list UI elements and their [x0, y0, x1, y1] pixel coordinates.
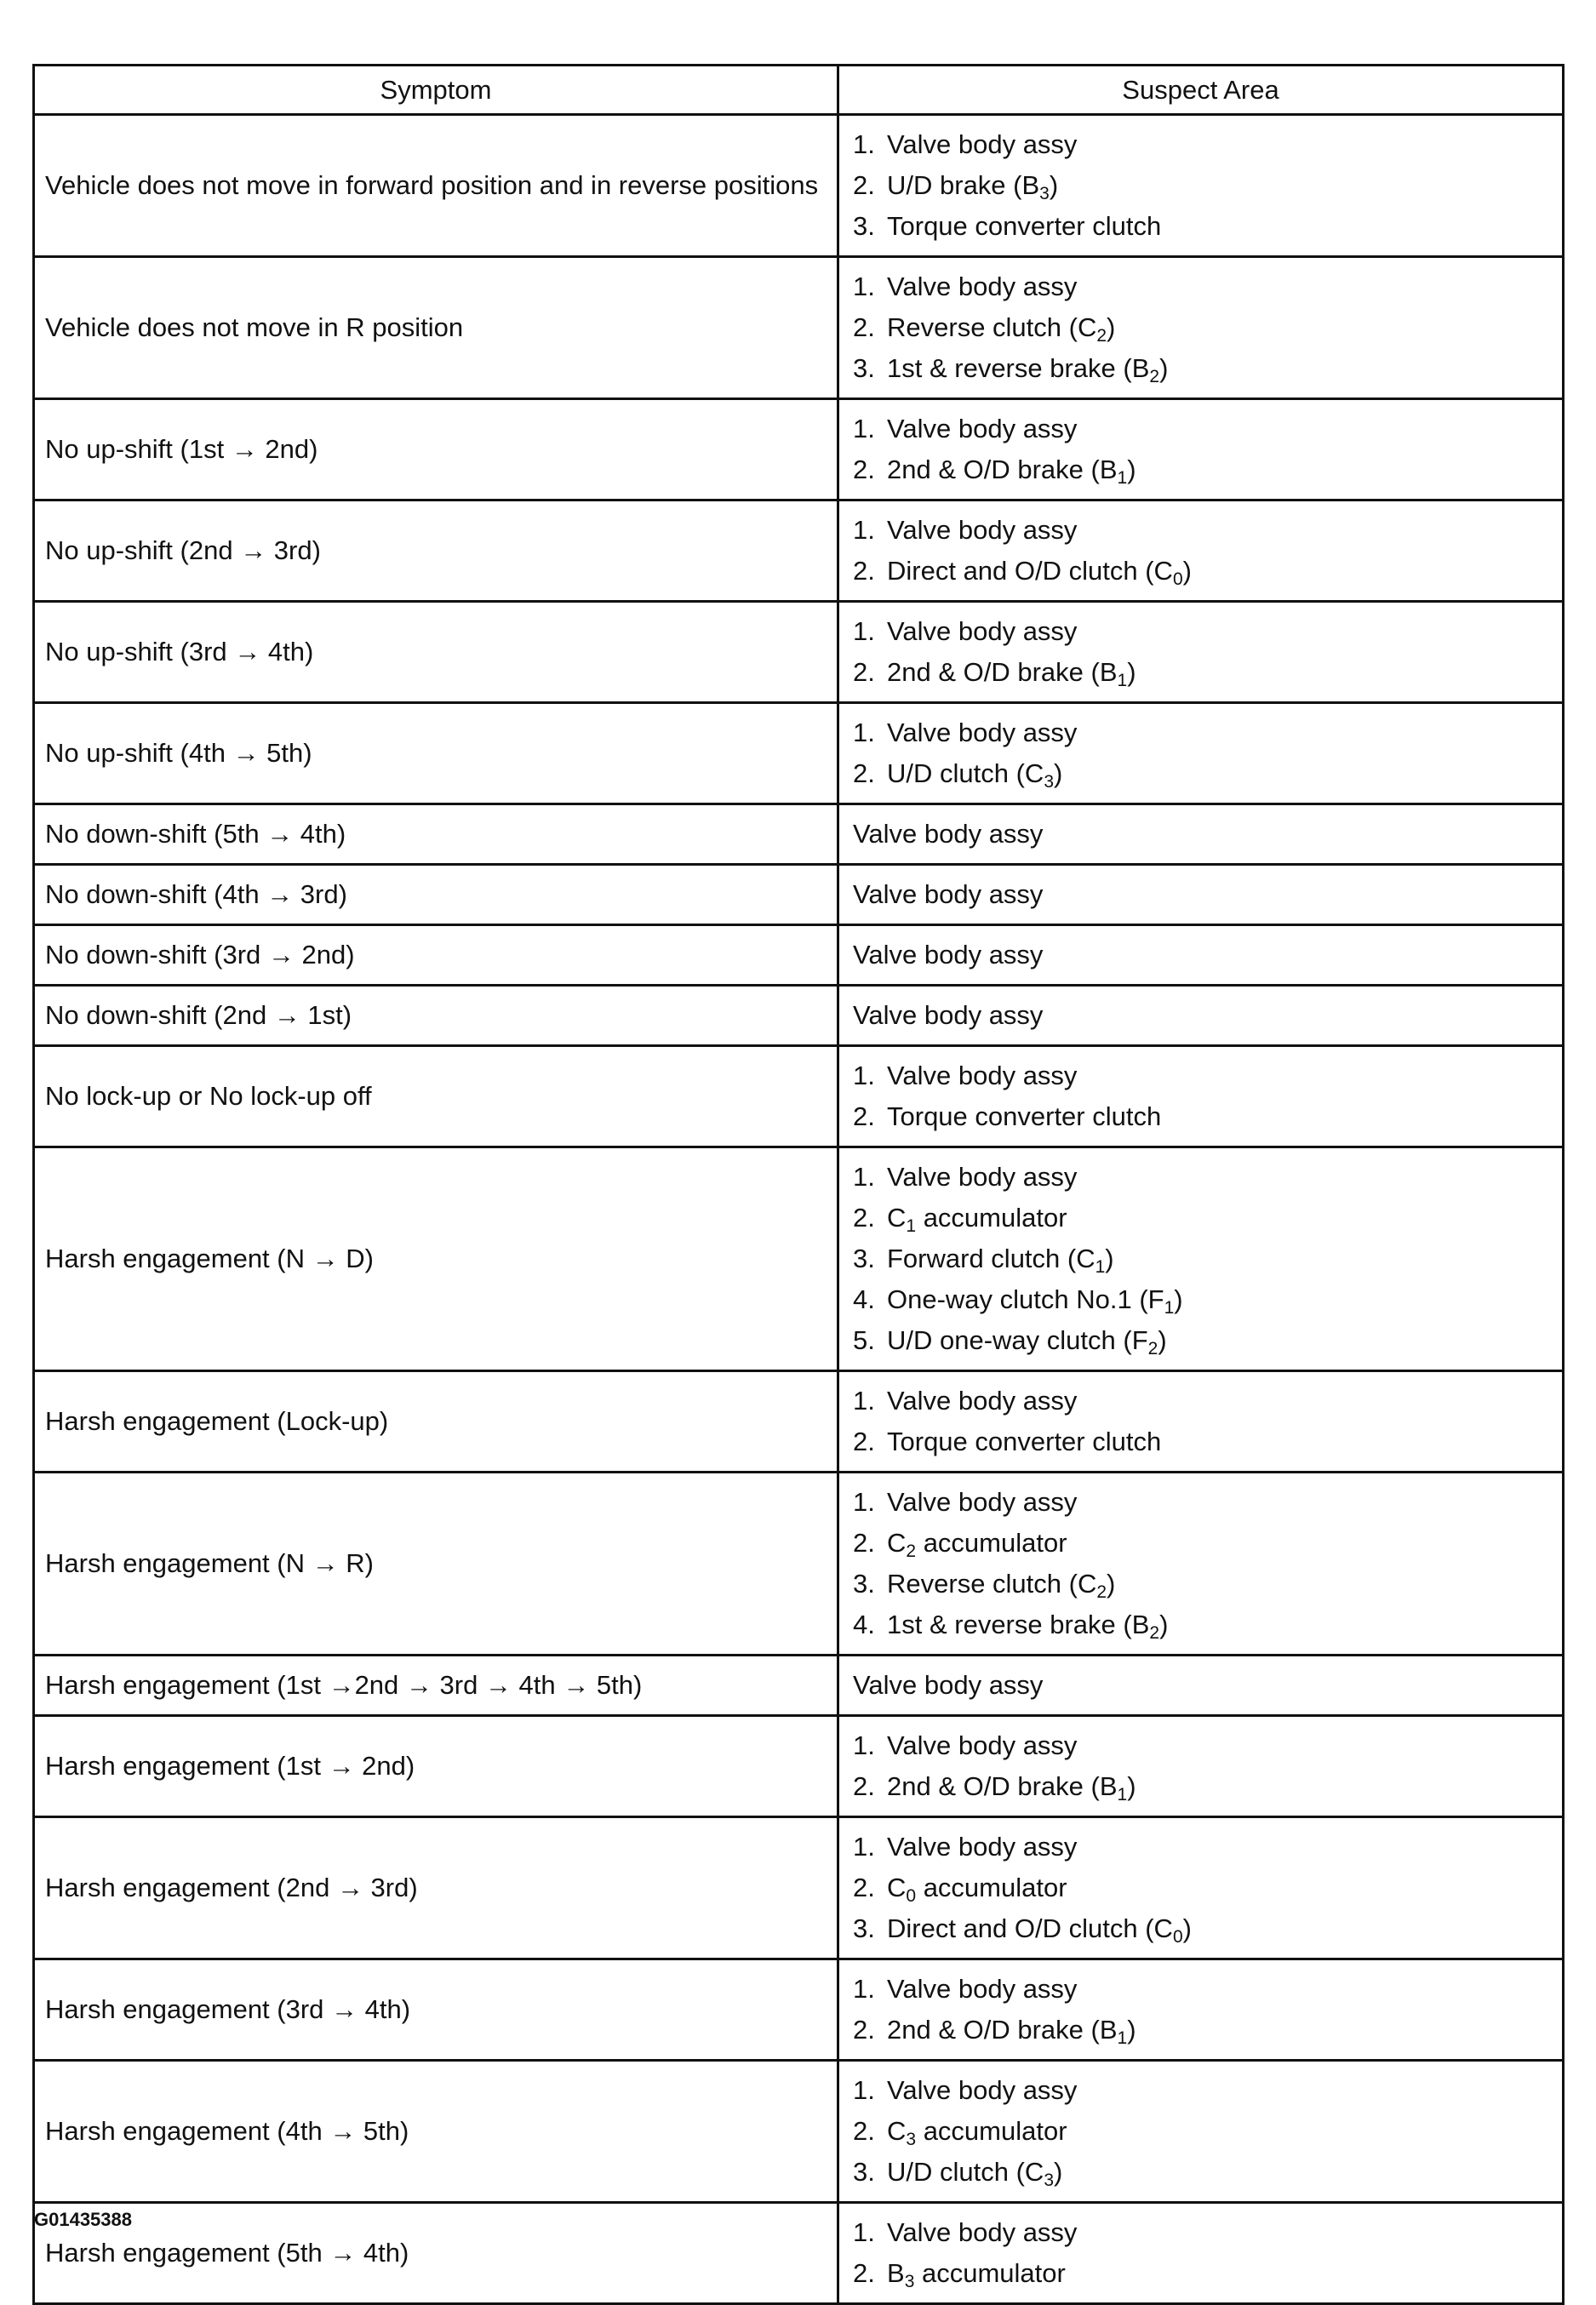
- symptom-cell: No up-shift (4th → 5th): [34, 703, 838, 804]
- list-item-suffix: ): [1054, 2157, 1063, 2187]
- list-item-text: Valve body assy: [887, 1386, 1078, 1416]
- suspect-area-list-item: [853, 2010, 1552, 2050]
- list-item-number: 2.: [853, 657, 875, 687]
- list-item-number: 1.: [853, 1730, 875, 1760]
- table-row: [34, 1046, 1564, 1147]
- list-item-suffix: ): [1182, 556, 1192, 586]
- suspect-area-list-item: [853, 1766, 1552, 1807]
- suspect-area-list-item: [853, 1421, 1552, 1462]
- table-header-row: [34, 66, 1564, 115]
- symptom-cell: Harsh engagement (N → R): [34, 1473, 838, 1656]
- suspect-area-list-item: [853, 1279, 1552, 1320]
- list-item-number: 2.: [853, 170, 875, 200]
- table-row: [34, 399, 1564, 500]
- suspect-area-cell: [838, 1959, 1564, 2061]
- table-row: [34, 986, 1564, 1046]
- list-item-suffix: ): [1127, 657, 1136, 687]
- suspect-area-list-item: [853, 611, 1552, 652]
- suspect-area-list-item: [853, 753, 1552, 794]
- suspect-area-list-item: [853, 307, 1552, 348]
- list-item-text: 2nd & O/D brake (B: [887, 2015, 1118, 2045]
- list-item-suffix: accumulator: [916, 1203, 1067, 1233]
- suspect-area-cell: [838, 1046, 1564, 1147]
- list-item-text: Valve body assy: [887, 515, 1078, 545]
- list-item-text: C: [887, 2116, 907, 2146]
- table-row: [34, 115, 1564, 257]
- list-item-suffix: ): [1182, 1913, 1192, 1943]
- list-item-subscript: 1: [906, 1216, 917, 1236]
- suspect-area-cell: [838, 2203, 1564, 2304]
- list-item-number: 1.: [853, 414, 875, 443]
- list-item-number: 2.: [853, 1873, 875, 1902]
- list-item-text: B: [887, 2258, 905, 2288]
- list-item-number: 3.: [853, 1244, 875, 1273]
- list-item-number: 4.: [853, 1610, 875, 1639]
- symptom-cell: Harsh engagement (1st → 2nd): [34, 1716, 838, 1817]
- list-item-text: Reverse clutch (C: [887, 1569, 1097, 1599]
- suspect-area-cell: [838, 500, 1564, 602]
- suspect-area-cell: [838, 1147, 1564, 1371]
- list-item-number: 2.: [853, 1101, 875, 1131]
- list-item-text: Forward clutch (C: [887, 1244, 1095, 1273]
- table-row: [34, 1371, 1564, 1473]
- table-row: [34, 2061, 1564, 2203]
- symptom-column-header: Symptom: [34, 66, 838, 115]
- symptom-cell: Harsh engagement (2nd → 3rd): [34, 1817, 838, 1959]
- list-item-number: 2.: [853, 312, 875, 342]
- list-item-text: 2nd & O/D brake (B: [887, 1771, 1118, 1801]
- suspect-area-list-item: [853, 348, 1552, 389]
- suspect-area-list-item: [853, 206, 1552, 247]
- table-row: [34, 925, 1564, 986]
- list-item-subscript: 1: [1117, 671, 1128, 690]
- suspect-area-text: Valve body assy: [853, 1670, 1044, 1700]
- list-item-number: 2.: [853, 1203, 875, 1233]
- symptom-cell: Vehicle does not move in forward position and in reverse positions: [34, 115, 838, 257]
- suspect-area-cell: [838, 2061, 1564, 2203]
- list-item-subscript: 1: [1117, 1785, 1128, 1805]
- suspect-area-cell: [838, 1656, 1564, 1716]
- table-row: [34, 703, 1564, 804]
- list-item-text: Valve body assy: [887, 272, 1078, 301]
- suspect-area-text: Valve body assy: [853, 879, 1044, 909]
- suspect-area-cell: [838, 257, 1564, 399]
- suspect-area-list-item: [853, 124, 1552, 165]
- suspect-area-cell: [838, 1473, 1564, 1656]
- list-item-text: Valve body assy: [887, 414, 1078, 443]
- list-item-number: 1.: [853, 2075, 875, 2105]
- list-item-text: 2nd & O/D brake (B: [887, 455, 1118, 484]
- list-item-number: 1.: [853, 129, 875, 159]
- suspect-area-list-item: [853, 2253, 1552, 2294]
- suspect-area-cell: [838, 804, 1564, 865]
- symptom-cell: Harsh engagement (4th → 5th): [34, 2061, 838, 2203]
- list-item-number: 1.: [853, 1386, 875, 1416]
- list-item-text: U/D brake (B: [887, 170, 1040, 200]
- suspect-area-list-item: [853, 1238, 1552, 1279]
- list-item-subscript: 2: [1096, 1582, 1107, 1602]
- table-row: [34, 865, 1564, 925]
- list-item-suffix: ): [1159, 353, 1169, 383]
- list-item-text: 1st & reverse brake (B: [887, 353, 1150, 383]
- suspect-area-list-item: [853, 165, 1552, 206]
- list-item-subscript: 2: [1149, 367, 1160, 386]
- symptom-cell: No down-shift (2nd → 1st): [34, 986, 838, 1046]
- list-item-number: 2.: [853, 2116, 875, 2146]
- symptom-cell: No down-shift (5th → 4th): [34, 804, 838, 865]
- symptom-cell: Vehicle does not move in R position: [34, 257, 838, 399]
- list-item-number: 1.: [853, 1974, 875, 2004]
- list-item-number: 3.: [853, 211, 875, 241]
- list-item-text: Torque converter clutch: [887, 211, 1162, 241]
- list-item-text: Direct and O/D clutch (C: [887, 556, 1173, 586]
- table-row: [34, 2203, 1564, 2304]
- suspect-area-cell: [838, 1817, 1564, 1959]
- suspect-area-text: Valve body assy: [853, 940, 1044, 969]
- suspect-area-list-item: [853, 1867, 1552, 1908]
- suspect-area-list-item: [853, 1320, 1552, 1361]
- list-item-number: 1.: [853, 515, 875, 545]
- symptom-cell: Harsh engagement (3rd → 4th): [34, 1959, 838, 2061]
- table-row: [34, 1656, 1564, 1716]
- list-item-subscript: 3: [1044, 772, 1054, 792]
- suspect-area-list-item: [853, 652, 1552, 693]
- symptom-cell: No down-shift (4th → 3rd): [34, 865, 838, 925]
- list-item-text: 2nd & O/D brake (B: [887, 657, 1118, 687]
- list-item-number: 3.: [853, 1913, 875, 1943]
- list-item-suffix: ): [1107, 312, 1116, 342]
- list-item-subscript: 2: [1147, 1339, 1158, 1358]
- list-item-text: Torque converter clutch: [887, 1427, 1162, 1456]
- list-item-number: 1.: [853, 1487, 875, 1517]
- list-item-subscript: 0: [1172, 1927, 1183, 1947]
- table-row: [34, 500, 1564, 602]
- suspect-area-list-item: [853, 2070, 1552, 2111]
- list-item-number: 2.: [853, 455, 875, 484]
- list-item-text: C: [887, 1873, 907, 1902]
- list-item-suffix: accumulator: [916, 1528, 1067, 1558]
- symptom-cell: No up-shift (2nd → 3rd): [34, 500, 838, 602]
- list-item-text: Valve body assy: [887, 1832, 1078, 1862]
- suspect-area-list-item: [853, 1381, 1552, 1421]
- list-item-number: 2.: [853, 1528, 875, 1558]
- symptom-cell: No down-shift (3rd → 2nd): [34, 925, 838, 986]
- list-item-text: U/D clutch (C: [887, 758, 1044, 788]
- suspect-area-list-item: [853, 1725, 1552, 1766]
- suspect-area-cell: [838, 602, 1564, 703]
- list-item-text: Valve body assy: [887, 2217, 1078, 2247]
- list-item-text: Valve body assy: [887, 1162, 1078, 1192]
- suspect-area-list-item: [853, 510, 1552, 551]
- suspect-area-list-item: [853, 551, 1552, 592]
- list-item-number: 2.: [853, 1427, 875, 1456]
- suspect-area-list-item: [853, 2212, 1552, 2253]
- list-item-text: Valve body assy: [887, 1974, 1078, 2004]
- list-item-subscript: 1: [1095, 1257, 1106, 1277]
- list-item-subscript: 3: [904, 2272, 915, 2291]
- list-item-text: Valve body assy: [887, 1061, 1078, 1090]
- list-item-suffix: ): [1127, 455, 1136, 484]
- suspect-area-list-item: [853, 1523, 1552, 1564]
- list-item-number: 4.: [853, 1284, 875, 1314]
- list-item-text: Valve body assy: [887, 1730, 1078, 1760]
- suspect-area-cell: [838, 1716, 1564, 1817]
- list-item-text: 1st & reverse brake (B: [887, 1610, 1150, 1639]
- list-item-text: U/D one-way clutch (F: [887, 1325, 1148, 1355]
- list-item-subscript: 0: [1172, 569, 1183, 589]
- list-item-subscript: 2: [906, 1541, 917, 1561]
- table-row: [34, 804, 1564, 865]
- list-item-text: Torque converter clutch: [887, 1101, 1162, 1131]
- suspect-area-text: Valve body assy: [853, 819, 1044, 849]
- figure-id: G01435388: [34, 2209, 132, 2230]
- list-item-number: 3.: [853, 2157, 875, 2187]
- suspect-area-list-item: [853, 266, 1552, 307]
- symptom-cell: No up-shift (1st → 2nd): [34, 399, 838, 500]
- list-item-text: Reverse clutch (C: [887, 312, 1097, 342]
- list-item-suffix: accumulator: [914, 2258, 1066, 2288]
- suspect-area-list-item: [853, 2111, 1552, 2152]
- list-item-suffix: ): [1105, 1244, 1114, 1273]
- suspect-area-list-item: [853, 712, 1552, 753]
- suspect-area-cell: [838, 865, 1564, 925]
- list-item-subscript: 3: [1039, 184, 1050, 203]
- table-row: [34, 1473, 1564, 1656]
- table-row: [34, 602, 1564, 703]
- suspect-area-list-item: [853, 1157, 1552, 1198]
- list-item-text: C: [887, 1528, 907, 1558]
- suspect-area-list-item: [853, 1482, 1552, 1523]
- list-item-subscript: 1: [1117, 2028, 1128, 2048]
- list-item-number: 5.: [853, 1325, 875, 1355]
- symptom-cell: Harsh engagement (N → D): [34, 1147, 838, 1371]
- list-item-number: 1.: [853, 1061, 875, 1090]
- suspect-area-list-item: [853, 2152, 1552, 2193]
- list-item-suffix: ): [1107, 1569, 1116, 1599]
- list-item-number: 1.: [853, 616, 875, 646]
- list-item-suffix: accumulator: [916, 1873, 1067, 1902]
- suspect-area-cell: [838, 115, 1564, 257]
- symptom-cell: Harsh engagement (Lock-up): [34, 1371, 838, 1473]
- list-item-number: 1.: [853, 718, 875, 747]
- list-item-number: 3.: [853, 353, 875, 383]
- list-item-text: Valve body assy: [887, 2075, 1078, 2105]
- suspect-area-list-item: [853, 1564, 1552, 1604]
- list-item-subscript: 0: [906, 1886, 917, 1906]
- list-item-suffix: ): [1127, 2015, 1136, 2045]
- suspect-area-list-item: [853, 1096, 1552, 1137]
- list-item-number: 1.: [853, 272, 875, 301]
- list-item-suffix: ): [1127, 1771, 1136, 1801]
- suspect-area-list-item: [853, 1055, 1552, 1096]
- suspect-area-list-item: [853, 409, 1552, 449]
- list-item-text: Valve body assy: [887, 129, 1078, 159]
- suspect-area-list-item: [853, 1827, 1552, 1867]
- list-item-text: U/D clutch (C: [887, 2157, 1044, 2187]
- list-item-number: 2.: [853, 1771, 875, 1801]
- table-row: [34, 1817, 1564, 1959]
- suspect-area-column-header: Suspect Area: [838, 66, 1564, 115]
- table-row: [34, 257, 1564, 399]
- symptom-table: [32, 64, 1565, 2305]
- suspect-area-text: Valve body assy: [853, 1000, 1044, 1030]
- suspect-area-list-item: [853, 1604, 1552, 1645]
- suspect-area-cell: [838, 1371, 1564, 1473]
- list-item-suffix: ): [1049, 170, 1059, 200]
- list-item-subscript: 2: [1149, 1623, 1160, 1643]
- list-item-number: 3.: [853, 1569, 875, 1599]
- list-item-text: One-way clutch No.1 (F: [887, 1284, 1164, 1314]
- symptom-cell: No lock-up or No lock-up off: [34, 1046, 838, 1147]
- list-item-text: Valve body assy: [887, 616, 1078, 646]
- list-item-suffix: ): [1054, 758, 1063, 788]
- suspect-area-list-item: [853, 1198, 1552, 1238]
- list-item-number: 2.: [853, 556, 875, 586]
- suspect-area-cell: [838, 925, 1564, 986]
- symptom-cell: Harsh engagement (5th → 4th): [34, 2203, 838, 2304]
- symptom-cell: Harsh engagement (1st →2nd → 3rd → 4th → 5th): [34, 1656, 838, 1716]
- list-item-text: Valve body assy: [887, 1487, 1078, 1517]
- suspect-area-list-item: [853, 1969, 1552, 2010]
- list-item-number: 2.: [853, 758, 875, 788]
- list-item-suffix: ): [1158, 1325, 1167, 1355]
- list-item-number: 1.: [853, 1162, 875, 1192]
- list-item-subscript: 3: [906, 2130, 917, 2149]
- list-item-subscript: 2: [1096, 326, 1107, 346]
- list-item-subscript: 1: [1117, 468, 1128, 488]
- suspect-area-cell: [838, 399, 1564, 500]
- table-body: [34, 115, 1564, 2304]
- list-item-number: 2.: [853, 2258, 875, 2288]
- list-item-text: C: [887, 1203, 907, 1233]
- troubleshooting-document: [32, 64, 1562, 2305]
- table-row: [34, 1716, 1564, 1817]
- suspect-area-cell: [838, 986, 1564, 1046]
- suspect-area-list-item: [853, 1908, 1552, 1949]
- suspect-area-cell: [838, 703, 1564, 804]
- table-row: [34, 1959, 1564, 2061]
- list-item-text: Direct and O/D clutch (C: [887, 1913, 1173, 1943]
- list-item-number: 1.: [853, 2217, 875, 2247]
- list-item-text: Valve body assy: [887, 718, 1078, 747]
- list-item-number: 1.: [853, 1832, 875, 1862]
- table-row: [34, 1147, 1564, 1371]
- list-item-subscript: 3: [1044, 2171, 1054, 2190]
- suspect-area-list-item: [853, 449, 1552, 490]
- list-item-suffix: ): [1159, 1610, 1169, 1639]
- symptom-cell: No up-shift (3rd → 4th): [34, 602, 838, 703]
- list-item-suffix: accumulator: [916, 2116, 1067, 2146]
- list-item-subscript: 1: [1164, 1298, 1175, 1318]
- list-item-number: 2.: [853, 2015, 875, 2045]
- list-item-suffix: ): [1174, 1284, 1183, 1314]
